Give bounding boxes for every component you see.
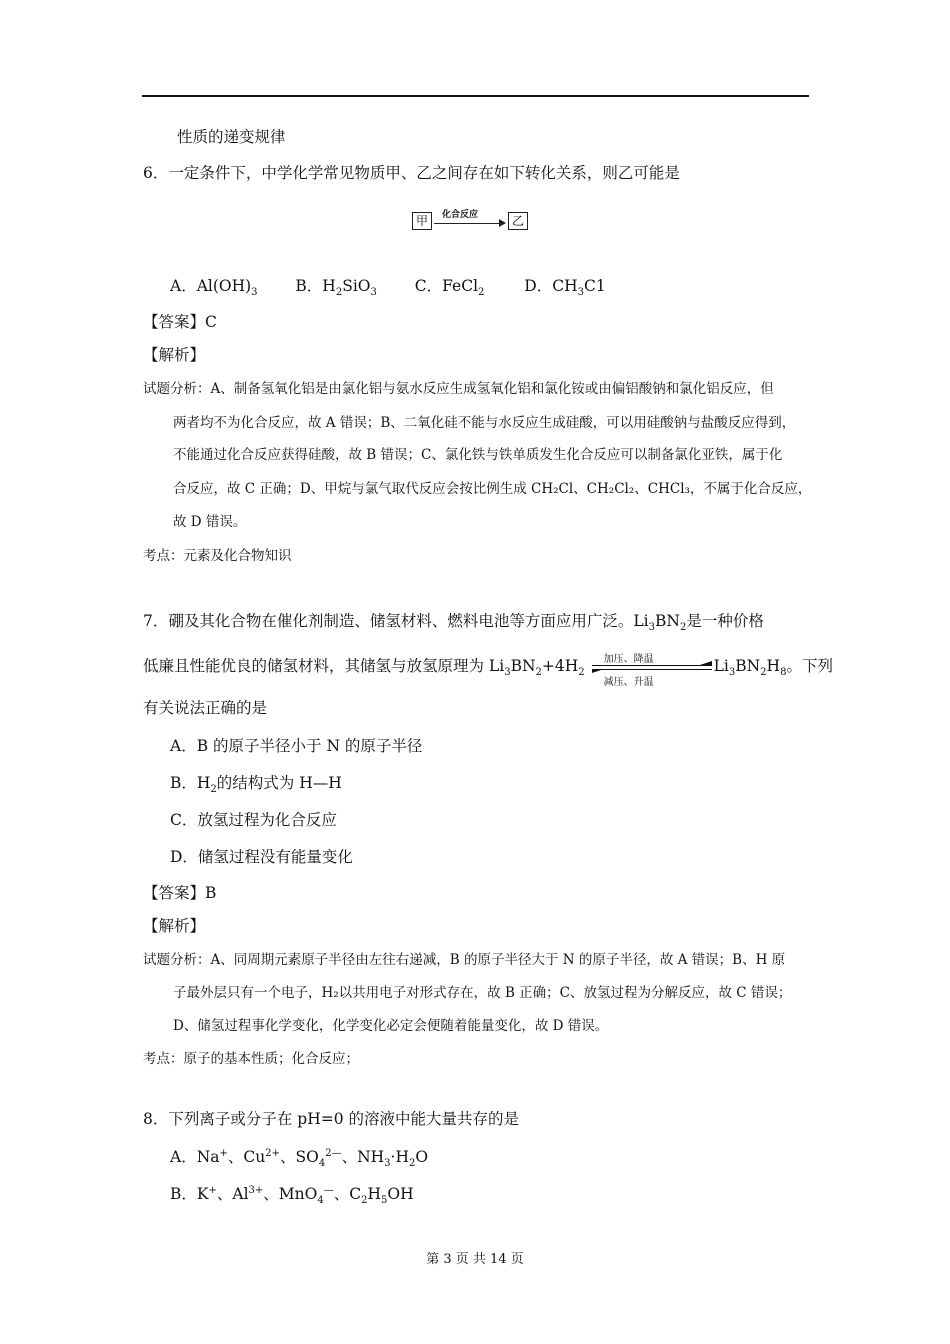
eq-bottom-label: 减压、升温 — [603, 677, 654, 688]
q6-analysis-line: 试题分析：A、制备氢氧化铝是由氯化铝与氨水反应生成氢氧化铝和氯化铵或由偏铝酸钠和氯化铝反应，但 — [143, 381, 774, 397]
q6-analysis-line: 两者均不为化合反应，故 A 错误；B、二氧化硅不能与水反应生成硅酸，可以用硅酸钠与盐酸反应得到， — [173, 415, 796, 431]
q6-option-d: D．$CH_3C1$ — [524, 277, 606, 298]
q6-analysis-line: 合反应，故 C 正确；D、甲烷与氯气取代反应会按比例生成 CH₂Cl、CH₂Cl₂、CHCl₃，不属于化合反应， — [173, 481, 812, 497]
q7-answer: 【答案】B — [143, 884, 217, 902]
eq-top-label: 加压、降温 — [603, 654, 654, 665]
q6-options — [170, 275, 606, 297]
q7-option-d: D．储氢过程没有能量变化 — [170, 848, 353, 866]
diagram-arrow-label: 化合反应 — [442, 210, 479, 220]
diagram-box-yi: 乙 — [508, 212, 528, 230]
q7-option-a: A．B 的原子半径小于 N 的原子半径 — [170, 737, 423, 755]
q8-stem: 8．下列离子或分子在 pH=0 的溶液中能大量共存的是 — [143, 1110, 520, 1128]
q7-option-c: C．放氢过程为化合反应 — [170, 811, 337, 829]
q6-answer: 【答案】C — [143, 313, 217, 331]
q8-option-b: B．K+、$Al^{3+}$、MnO$_4$—、$C_2H_5OH$ — [170, 1185, 414, 1206]
q7-analysis-line: 试题分析：A、同周期元素原子半径由左往右递减，B 的原子半径大于 N 的原子半径，故 A 错误；B、H 原 — [143, 952, 786, 968]
q7-point: 考点：原子的基本性质；化合反应； — [143, 1051, 359, 1067]
header-rule — [142, 95, 809, 97]
q6-point: 考点：元素及化合物知识 — [143, 548, 292, 564]
q7-line3: 有关说法正确的是 — [143, 699, 268, 717]
diagram-box-jia: 甲 — [412, 212, 432, 230]
q7-line1: 7．硼及其化合物在催化剂制造、储氢材料、燃料电池等方面应用广泛。$Li_3BN_2$是一种价格 — [143, 612, 764, 633]
q6-analysis-line: 故 D 错误。 — [173, 514, 247, 530]
q6-option-c: C．FeCl$_2$ — [414, 277, 485, 298]
q7-analysis-title: 【解析】 — [143, 917, 206, 935]
q5-tail: 性质的递变规律 — [177, 128, 286, 146]
q6-stem: 6．一定条件下，中学化学常见物质甲、乙之间存在如下转化关系，则乙可能是 — [143, 164, 680, 182]
q6-option-b: B．$H_2SiO_3$ — [295, 277, 377, 298]
q7-option-b: B．$H_2$的结构式为 H—H — [170, 774, 342, 795]
q6-option-a: A．$Al(OH)_3$ — [170, 277, 258, 298]
reversible-arrow — [592, 654, 712, 688]
q8-option-a: A．Na+、$Cu^{2+}$、$SO_4^{2—}$、$NH_3\cdot H_2O$ — [170, 1148, 429, 1169]
page-footer: 第 3 页 共 14 页 — [426, 1252, 524, 1267]
q6-analysis-line: 不能通过化合反应获得硅酸，故 B 错误；C、氯化铁与铁单质发生化合反应可以制备氯化亚铁，属于化 — [173, 447, 783, 463]
q7-line2: 低廉且性能优良的储氢材料，其储氢与放氢原理为 $Li_3BN_2+4H_2$ 加压、降温 减压、升温 $Li_3BN_2H_8$。下列 — [143, 655, 833, 678]
q6-analysis-title: 【解析】 — [143, 346, 206, 364]
diagram-arrow — [434, 210, 506, 229]
q7-analysis-line: D、储氢过程事化学变化，化学变化必定会便随着能量变化，故 D 错误。 — [173, 1018, 609, 1034]
q7-analysis-line: 子最外层只有一个电子，H₂以共用电子对形式存在，故 B 正确；C、放氢过程为分解反应，故 C 错误； — [173, 985, 792, 1001]
q6-diagram — [412, 212, 528, 230]
